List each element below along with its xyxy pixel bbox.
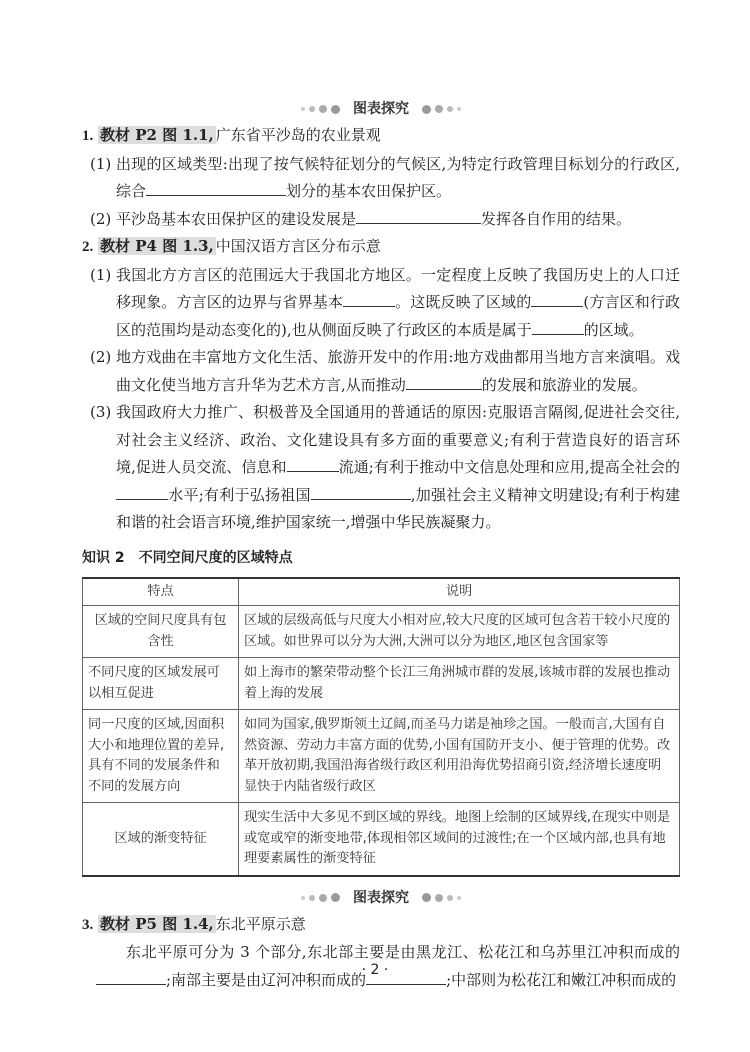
text: 我国北方方言区的范围远大于我国北方地区。一定程度上反映了我国历史上的人口迁移现象。方言区的边界与省界基本 xyxy=(116,265,680,311)
feature-cell: 区域的渐变特征 xyxy=(83,803,239,876)
region-features-table xyxy=(82,577,680,877)
question-3 xyxy=(82,911,680,940)
table-row xyxy=(83,803,680,876)
answer-blank[interactable] xyxy=(356,207,481,224)
textbook-reference: 教材 P2 图 1.1, xyxy=(100,126,214,144)
text: (方言区和行政区的范围均是动态变化的),也从侧面反映了行政区的本质是属于 xyxy=(116,293,680,339)
question-title: 广东省平沙岛的农业景观 xyxy=(215,126,381,144)
q1-sub2 xyxy=(82,206,680,234)
knowledge-heading: 知识 2 不同空间尺度的区域特点 xyxy=(82,549,293,566)
table-row xyxy=(83,658,680,710)
text: 我国政府大力推广、积极普及全国通用的普通话的原因:克服语言隔阂,促进社会交往,对社会主义经济、政治、文化建设具有多方面的重要意义;有利于营造良好的语言环境,促进人员交流、信息和 xyxy=(116,403,680,476)
answer-blank[interactable] xyxy=(532,318,584,335)
answer-blank[interactable] xyxy=(287,455,339,472)
answer-blank[interactable] xyxy=(116,483,168,500)
text: 发挥各自作用的结果。 xyxy=(481,209,632,228)
question-title: 东北平原示意 xyxy=(215,914,306,933)
answer-blank[interactable] xyxy=(311,483,411,500)
text: ,加强社会主义精神文明建设;有利于构建和谐的社会语言环境,维护国家统一,增强中华民族凝聚力。 xyxy=(116,485,681,531)
text: 的发展和旅游业的发展。 xyxy=(481,375,647,394)
feature-cell: 不同尺度的区域发展可以相互促进 xyxy=(83,658,239,710)
text: ;中部则为松花江和嫩江冲积而成的 xyxy=(446,970,677,989)
section-title: 图表探究 xyxy=(353,889,409,906)
text: 流通;有利于推动中文信息处理和应用,提高全社会的 xyxy=(338,458,680,476)
description-cell: 如同为国家,俄罗斯领土辽阔,而圣马力诺是袖珍之国。一般而言,大国有自然资源、劳动力丰富方面的优势,小国有国防开支小、便于管理的优势。改革开放初期,我国沿海省级行政区利用沿海优势招商引资,经济增长速度明显快于内陆省级行政区 xyxy=(239,710,680,803)
answer-blank[interactable] xyxy=(146,179,286,196)
text: 的区域。 xyxy=(583,320,644,339)
q2-sub1 xyxy=(82,262,680,345)
text: 水平;有利于弘扬祖国 xyxy=(168,485,311,504)
question-number: 2. xyxy=(82,239,94,255)
question-title: 中国汉语方言区分布示意 xyxy=(215,237,381,255)
text: ;南部主要是由辽河冲积而成的 xyxy=(166,970,367,989)
column-header: 说明 xyxy=(239,578,680,606)
document-page xyxy=(82,96,680,994)
sub-label: (1) xyxy=(90,265,112,284)
description-cell: 如上海市的繁荣带动整个长江三角洲城市群的发展,该城市群的发展也推动着上海的发展 xyxy=(239,658,680,710)
description-cell: 现实生活中大多见不到区域的界线。地图上绘制的区域界线,在现实中则是或宽或窄的渐变地带,体现相邻区域间的过渡性;在一个区域内部,也具有地理要素属性的渐变特征 xyxy=(239,803,680,876)
table-header-row xyxy=(83,578,680,606)
table-row xyxy=(83,606,680,658)
question-number: 1. xyxy=(82,128,94,144)
table-row xyxy=(83,710,680,803)
feature-cell: 同一尺度的区域,因面积大小和地理位置的差异,具有不同的发展条件和不同的发展方向 xyxy=(83,710,239,803)
answer-blank[interactable] xyxy=(343,290,395,307)
answer-blank[interactable] xyxy=(406,373,482,390)
question-number: 3. xyxy=(82,916,94,933)
feature-cell: 区域的空间尺度具有包含性 xyxy=(83,606,239,658)
q2-sub3 xyxy=(82,399,680,537)
sub-label: (2) xyxy=(90,348,112,366)
q2-sub2 xyxy=(82,344,680,399)
textbook-reference: 教材 P4 图 1.3, xyxy=(100,237,214,255)
section-header xyxy=(82,96,680,122)
text: 东北平原可分为 3 个部分,东北部主要是由黑龙江、松花江和乌苏里江冲积而成的 xyxy=(126,943,680,961)
column-header: 特点 xyxy=(83,578,239,606)
textbook-reference: 教材 P5 图 1.4, xyxy=(100,914,214,933)
page-number: · 2 · xyxy=(361,962,389,978)
section-header xyxy=(82,885,680,911)
text: 出现的区域类型:出现了按气候特征划分的气候区,为特定行政管理目标划分的行政区,综合 xyxy=(116,154,680,200)
text: 。这既反映了区域的 xyxy=(395,293,532,311)
text: 平沙岛基本农田保护区的建设发展是 xyxy=(116,209,357,228)
question-1 xyxy=(82,122,680,151)
q1-sub1 xyxy=(82,151,680,206)
question-2 xyxy=(82,233,680,262)
answer-blank[interactable] xyxy=(531,290,583,307)
sub-label: (1) xyxy=(90,154,112,173)
description-cell: 区域的层级高低与尺度大小相对应,较大尺度的区域可包含若干较小尺度的区域。如世界可以分为大洲,大洲可以分为地区,地区包含国家等 xyxy=(239,606,680,658)
sub-label: (3) xyxy=(90,403,112,421)
sub-label: (2) xyxy=(90,209,112,228)
section-title: 图表探究 xyxy=(353,101,409,117)
text: 地方戏曲在丰富地方文化生活、旅游开发中的作用:地方戏曲都用当地方言来演唱。戏曲文化使当地方言升华为艺术方言,从而推动 xyxy=(116,348,680,394)
text: 划分的基本农田保护区。 xyxy=(286,182,452,200)
